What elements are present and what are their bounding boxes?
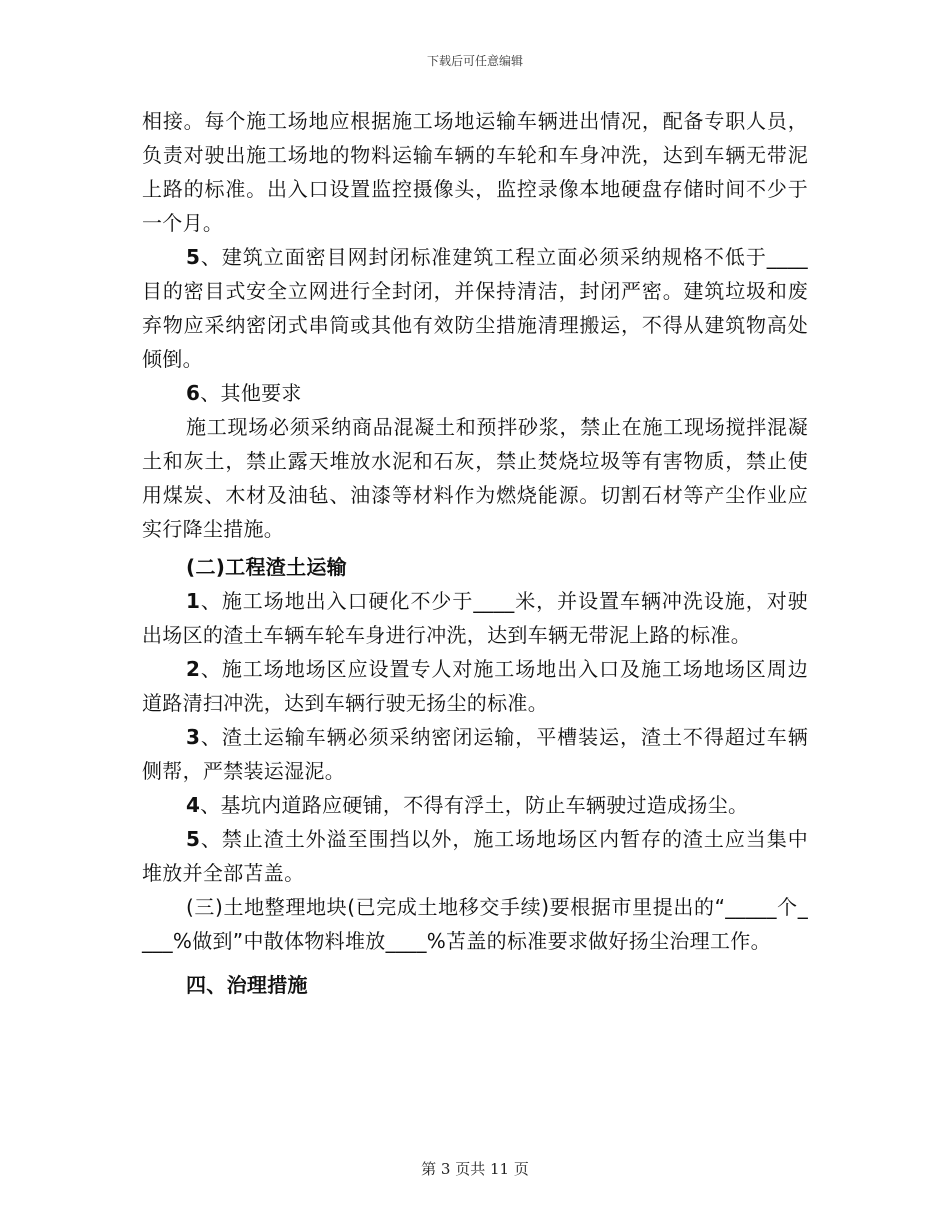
paragraph-transport-4: 4、基坑内道路应硬铺，不得有浮土，防止车辆驶过造成扬尘。 (186, 793, 749, 817)
paragraph-continuation: 相接。每个施工场地应根据施工场地运输车辆进出情况，配备专职人员，负责对驶出施工场地的物料运输车辆的车轮和车身冲洗，达到车辆无带泥上路的标准。出入口设置监控摄像头，监控录像本地硬盘存储时间不少于一个月。 (142, 109, 808, 235)
paragraph-land-consolidation: (三)土地整理地块(已完成土地移交手续)要根据市里提出的“_____个____%做到”中散体物料堆放____%苫盖的标准要求做好扬尘治理工作。 (142, 895, 808, 953)
paragraph-transport-1: 1、施工场地出入口硬化不少于____米，并设置车辆冲洗设施，对驶出场区的渣土车辆车轮车身进行冲洗，达到车辆无带泥上路的标准。 (142, 589, 808, 647)
paragraph-other-requirements: 施工现场必须采纳商品混凝土和预拌砂浆，禁止在施工现场搅拌混凝土和灰土，禁止露天堆放水泥和石灰，禁止焚烧垃圾等有害物质，禁止使用煤炭、木材及油毡、油漆等材料作为燃烧能源。切割石材等产尘作业应实行降尘措施。 (142, 415, 808, 541)
paragraph-transport-3: 3、渣土运输车辆必须采纳密闭运输，平槽装运，渣土不得超过车辆侧帮，严禁装运湿泥。 (142, 725, 808, 783)
section-heading-muck-transport: (二)工程渣土运输 (186, 555, 347, 579)
paragraph-item-5-facade: 5、建筑立面密目网封闭标准建筑工程立面必须采纳规格不低于____目的密目式安全立网进行全封闭，并保持清洁，封闭严密。建筑垃圾和废弃物应采纳密闭式串筒或其他有效防尘措施清理搬运，不得从建筑物高处倾倒。 (142, 245, 808, 371)
paragraph-transport-2: 2、施工场地场区应设置专人对施工场地出入口及施工场地场区周边道路清扫冲洗，达到车辆行驶无扬尘的标准。 (142, 657, 808, 715)
paragraph-item-6-other: 6、其他要求 (186, 381, 302, 405)
page-footer: 第 3 页共 11 页 (421, 1160, 529, 1178)
section-heading-measures: 四、治理措施 (186, 973, 308, 997)
paragraph-transport-5: 5、禁止渣土外溢至围挡以外，施工场地场区内暂存的渣土应当集中堆放并全部苫盖。 (142, 827, 808, 885)
document-body (142, 104, 808, 1002)
page-header: 下载后可任意编辑 (426, 54, 523, 68)
